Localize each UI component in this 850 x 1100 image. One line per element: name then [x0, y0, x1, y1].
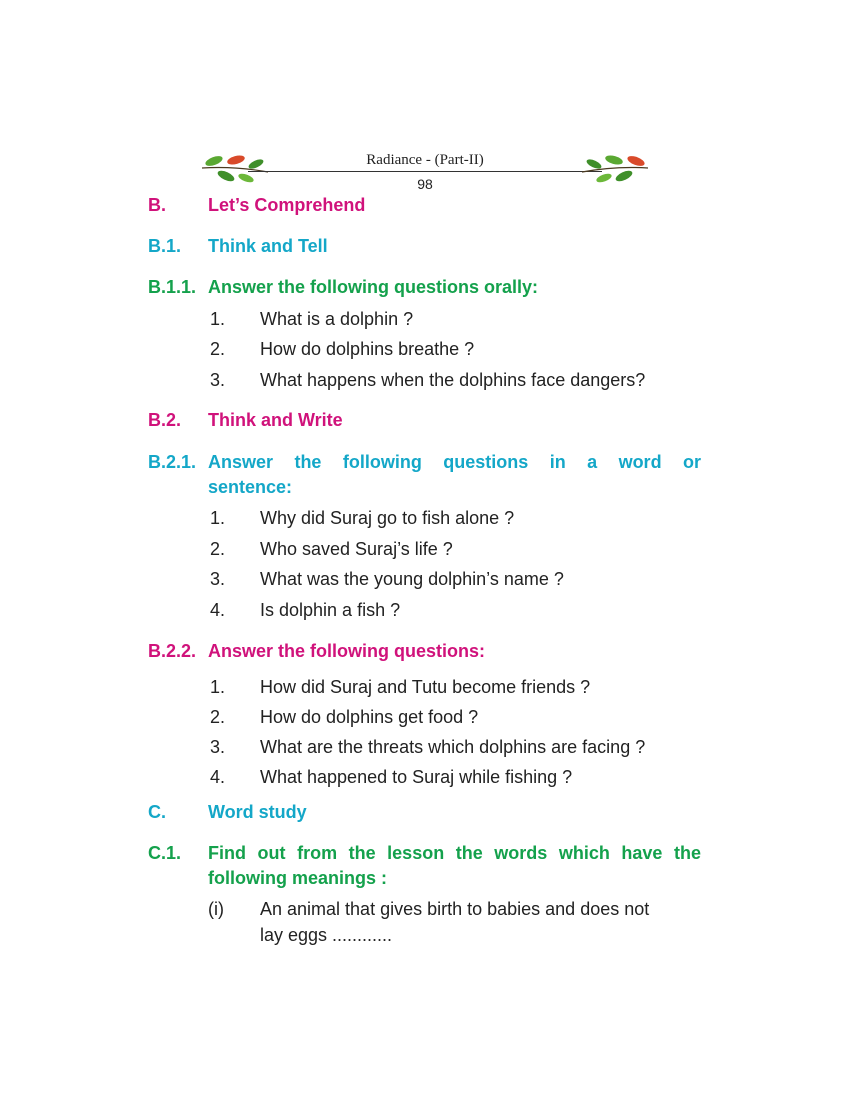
item-number: 3.	[210, 737, 226, 757]
item-text: How do dolphins get food ?	[260, 707, 479, 727]
item-text: What was the young dolphin’s name ?	[260, 569, 564, 589]
item-text-line-2: lay eggs ............	[260, 925, 393, 945]
item-text: Why did Suraj go to fish alone ?	[260, 508, 515, 528]
section-title: Think and Write	[208, 410, 343, 430]
section-number: B.1.1.	[148, 277, 197, 297]
leaf-vine-right-icon	[580, 146, 650, 190]
item-number: 1.	[210, 677, 226, 697]
item-number: 2.	[210, 539, 226, 559]
section-title: Answer the following questions:	[208, 641, 486, 661]
section-number: B.2.1.	[148, 452, 197, 472]
header-title: Radiance - (Part-II)	[366, 152, 484, 168]
item-text: What is a dolphin ?	[260, 309, 414, 329]
item-number: (i)	[208, 899, 224, 919]
item-number: 2.	[210, 339, 226, 359]
item-number: 1.	[210, 508, 226, 528]
header-divider	[248, 171, 602, 172]
item-number: 2.	[210, 707, 226, 727]
item-text-line-1: An animal that gives birth to babies and does not	[260, 899, 650, 919]
item-text: What happens when the dolphins face dangers?	[260, 370, 646, 390]
section-number: C.	[148, 802, 166, 822]
section-title: Word study	[208, 802, 307, 822]
page-header	[200, 146, 650, 196]
item-text: Who saved Suraj’s life ?	[260, 539, 453, 559]
item-text: Is dolphin a fish ?	[260, 600, 401, 620]
item-text: How do dolphins breathe ?	[260, 339, 475, 359]
section-title-line-1: Answer the following questions in a word or	[208, 452, 701, 472]
section-number: B.1.	[148, 236, 182, 256]
item-number: 1.	[210, 309, 226, 329]
section-title: Think and Tell	[208, 236, 328, 256]
section-number: B.2.	[148, 410, 182, 430]
section-number: C.1.	[148, 843, 182, 863]
section-number: B.2.2.	[148, 641, 197, 661]
item-number: 3.	[210, 569, 226, 589]
section-title-line-2: following meanings :	[208, 868, 387, 888]
item-text: How did Suraj and Tutu become friends ?	[260, 677, 591, 697]
section-title: Answer the following questions orally:	[208, 277, 539, 297]
page-number: 98	[417, 176, 433, 192]
section-title-line-2: sentence:	[208, 477, 293, 497]
section-title: Let’s Comprehend	[208, 195, 366, 215]
item-number: 3.	[210, 370, 226, 390]
item-text: What are the threats which dolphins are facing ?	[260, 737, 646, 757]
section-title-line-1: Find out from the lesson the words which have the	[208, 843, 701, 863]
item-number: 4.	[210, 600, 226, 620]
section-number: B.	[148, 195, 166, 215]
item-text: What happened to Suraj while fishing ?	[260, 767, 573, 787]
item-number: 4.	[210, 767, 226, 787]
